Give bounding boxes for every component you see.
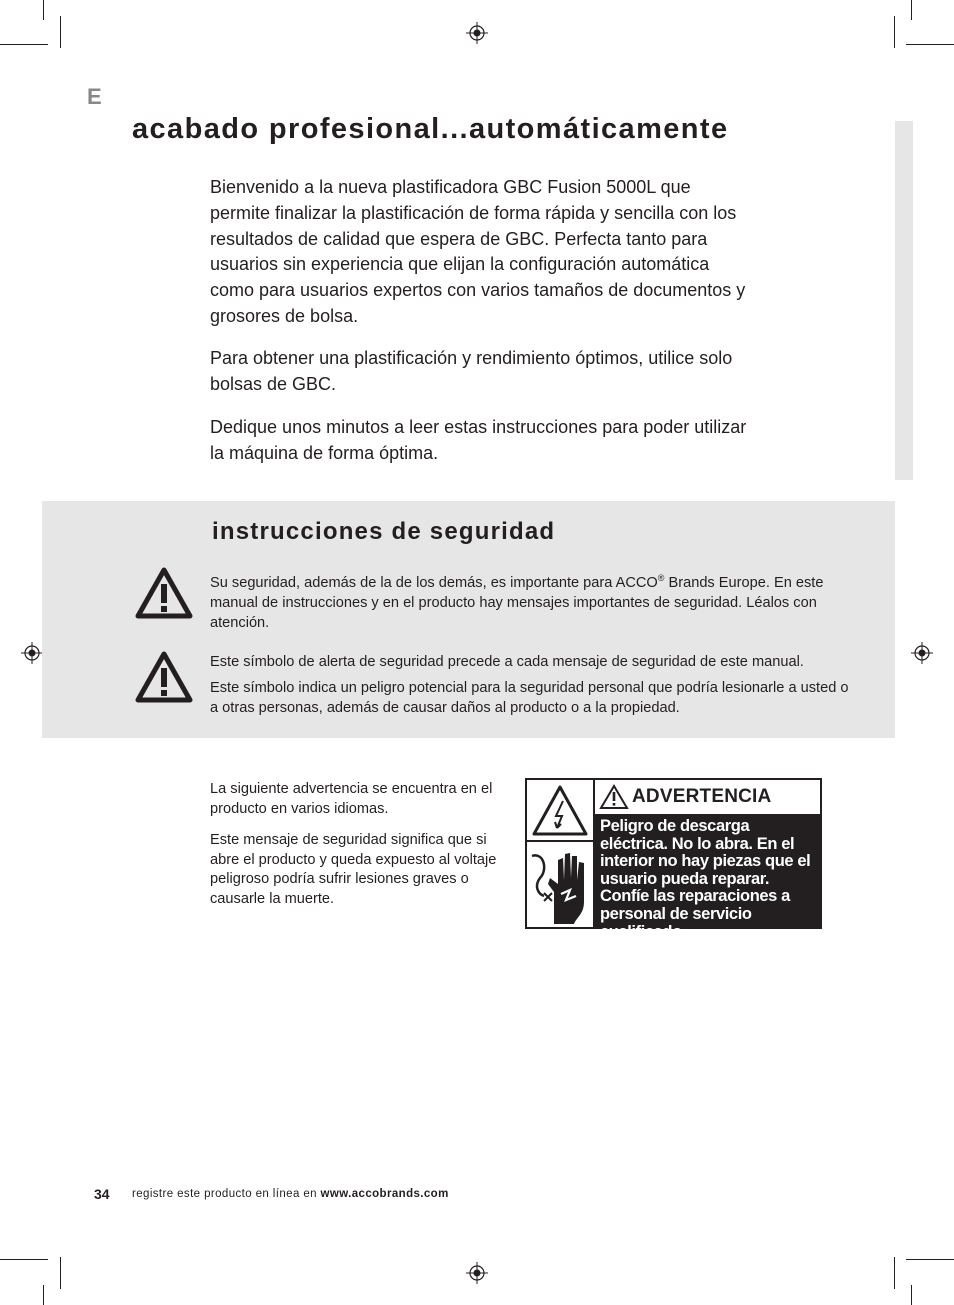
safety-text-block xyxy=(210,568,850,633)
warning-label xyxy=(525,778,822,941)
crop-mark xyxy=(43,0,44,20)
label-divider xyxy=(527,840,593,842)
registered-mark: ® xyxy=(657,573,665,583)
label-header xyxy=(595,780,820,814)
crop-mark xyxy=(906,44,954,45)
warning-triangle-icon xyxy=(135,567,193,619)
warning-triangle-icon xyxy=(135,651,193,703)
intro-paragraph: Dedique unos minutos a leer estas instrucciones para poder utilizar la máquina de forma óptima. xyxy=(210,417,747,463)
safety-text: Brands Europe. En este manual de instrucciones y en el producto hay mensajes importantes de seguridad. Léalos con atención. xyxy=(210,574,824,631)
crop-mark xyxy=(0,44,48,45)
safety-title: instrucciones de seguridad xyxy=(212,518,556,545)
safety-text: Su seguridad, además de la de los demás, es importante para ACCO xyxy=(210,574,658,591)
crop-mark xyxy=(894,1257,895,1289)
side-tab xyxy=(895,121,913,480)
warning-paragraph: Este mensaje de seguridad significa que si abre el producto y queda expuesto al voltaje peligroso podría sufrir lesiones graves o causarle la muerte. xyxy=(210,832,497,907)
crop-mark xyxy=(911,0,912,20)
warning-paragraph: La siguiente advertencia se encuentra en el producto en varios idiomas. xyxy=(210,781,493,817)
page-number: 34 xyxy=(94,1186,110,1202)
crop-mark xyxy=(0,1259,48,1260)
warning-triangle-icon xyxy=(599,784,629,810)
footer-note: registre este producto en línea en xyxy=(132,1188,321,1200)
registration-mark-icon xyxy=(21,642,43,664)
crop-mark xyxy=(60,1257,61,1289)
registration-mark-icon xyxy=(466,1262,488,1284)
hand-shock-icon xyxy=(530,844,592,926)
crop-mark xyxy=(911,1285,912,1305)
footer-url: www.accobrands.com xyxy=(320,1188,449,1200)
crop-mark xyxy=(60,16,61,48)
label-body: Peligro de descarga eléctrica. No lo abra. En el interior no hay piezas que el usuario pueda reparar. Confíe las reparaciones a personal de servicio cualificado. xyxy=(595,816,820,927)
crop-mark xyxy=(906,1259,954,1260)
footer-text xyxy=(132,1188,449,1200)
crop-mark xyxy=(43,1285,44,1305)
safety-text: Este símbolo de alerta de seguridad precede a cada mensaje de seguridad de este manual. xyxy=(210,654,804,670)
label-header-text: ADVERTENCIA xyxy=(632,786,772,807)
safety-text: Este símbolo indica un peligro potencial para la seguridad personal que podría lesionarle a usted o a otras personas, además de causar daños al producto o a la propiedad. xyxy=(210,680,849,716)
intro-paragraph: Para obtener una plastificación y rendimiento óptimos, utilice solo bolsas de GBC. xyxy=(210,348,733,394)
page-title: acabado profesional...automáticamente xyxy=(132,113,729,145)
language-letter: E xyxy=(87,84,102,109)
registration-mark-icon xyxy=(911,642,933,664)
electric-shock-icon xyxy=(531,784,589,838)
registration-mark-icon xyxy=(466,22,488,44)
intro-paragraph: Bienvenido a la nueva plastificadora GBC Fusion 5000L que permite finalizar la plastificación de forma rápida y sencilla con los resultados de calidad que espera de GBC. Perfecta tanto para usuarios sin experiencia que elijan la configuración automática como para usuarios expertos con varios tamaños de documentos y grosores de bolsa. xyxy=(210,177,746,326)
crop-mark xyxy=(894,16,895,48)
